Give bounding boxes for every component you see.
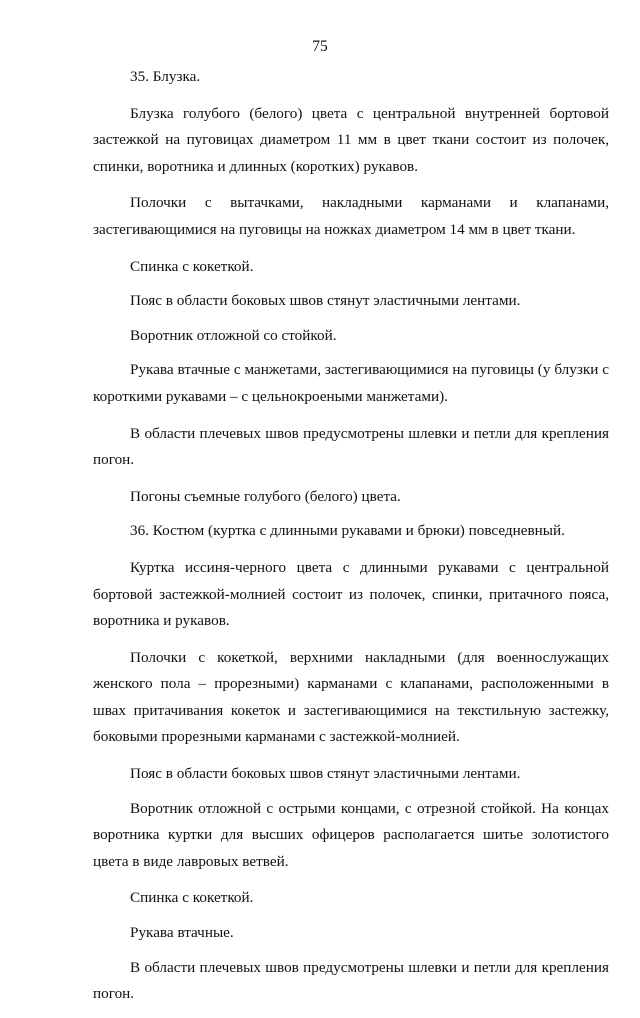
section-heading-35: 35. Блузка.: [130, 68, 201, 85]
paragraph: Куртка иссиня-черного цвета с длинными рукавами с центральной бортовой застежкой-молнией состоит из полочек, спинки, притачного пояса, воротника и рукавов.: [93, 558, 609, 630]
paragraph: Пояс в области боковых швов стянут эластичными лентами.: [130, 292, 521, 310]
section-heading-36: 36. Костюм (куртка с длинными рукавами и брюки) повседневный.: [130, 522, 565, 540]
paragraph: Погоны съемные голубого (белого) цвета.: [130, 487, 401, 505]
paragraph: Рукава втачные.: [130, 924, 234, 942]
page-number: 75: [312, 38, 328, 55]
document-body: [93, 64, 609, 1018]
paragraph: Полочки с кокеткой, верхними накладными (для военнослужащих женского пола – прорезными) карманами с клапанами, расположенными в швах притачивания кокеток и застегивающимися на текстильную застежку, боковыми прорезными карманами с застежкой-молнией.: [93, 648, 609, 746]
paragraph: В области плечевых швов предусмотрены шлевки и петли для крепления погон.: [93, 958, 609, 1003]
paragraph: Спинка с кокеткой.: [130, 257, 254, 275]
paragraph: Воротник отложной с острыми концами, с отрезной стойкой. На концах воротника куртки для высших офицеров располагается шитье золотистого цвета в виде лавровых ветвей.: [93, 799, 609, 870]
paragraph: Рукава втачные с манжетами, застегивающимися на пуговицы (у блузки с короткими рукавами – с цельнокроеными манжетами).: [93, 361, 609, 405]
paragraph: Пояс в области боковых швов стянут эластичными лентами.: [130, 765, 521, 783]
paragraph: Блузка голубого (белого) цвета с центральной внутренней бортовой застежкой на пуговицах диаметром 11 мм в цвет ткани состоит из полочек, спинки, воротника и длинных (коротких) рукавов.: [93, 104, 609, 175]
paragraph: Воротник отложной со стойкой.: [130, 326, 337, 344]
paragraph: В области плечевых швов предусмотрены шлевки и петли для крепления погон.: [93, 424, 609, 469]
paragraph: Полочки с вытачками, накладными карманами и клапанами, застегивающимися на пуговицы на ножках диаметром 14 мм в цвет ткани.: [93, 194, 609, 238]
paragraph: Спинка с кокеткой.: [130, 889, 254, 907]
